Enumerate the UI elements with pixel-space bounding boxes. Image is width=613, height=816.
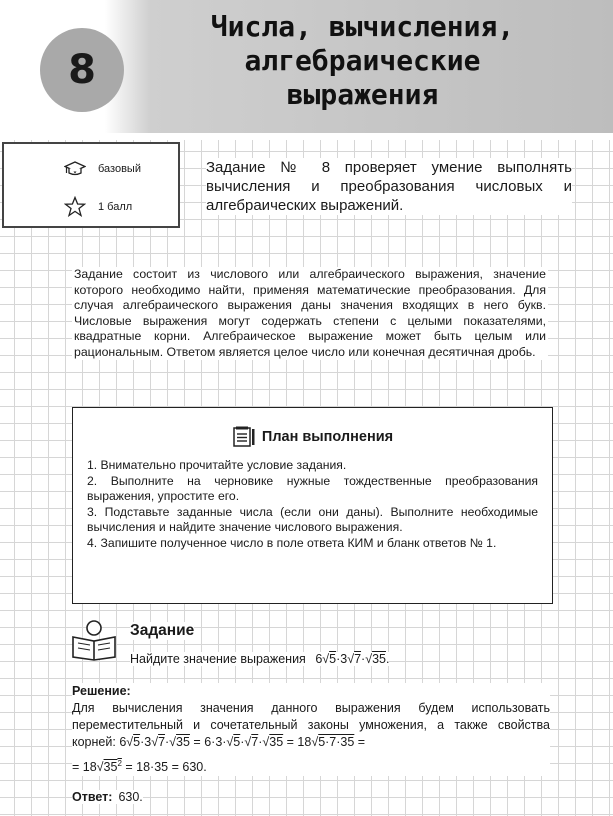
plan-title: План выполнения bbox=[261, 429, 394, 445]
reading-person-icon bbox=[70, 619, 118, 661]
chapter-title-line: алгебраические bbox=[244, 44, 481, 77]
task-title: Задание bbox=[130, 622, 195, 639]
chapter-number-badge bbox=[40, 28, 124, 112]
level-box bbox=[2, 142, 180, 228]
solution-formula-2: = $18√35^2 = 18\cdot 35 = 630$. bbox=[72, 759, 207, 775]
chapter-title-line: выражения bbox=[286, 78, 439, 111]
chapter-title-line: Числа, вычисления, bbox=[210, 10, 515, 43]
plan-step: 1. Внимательно прочитайте условие задания. bbox=[87, 458, 347, 472]
task-expression: 6√5·3√7·√35. bbox=[315, 652, 390, 666]
plan-header bbox=[87, 426, 538, 448]
solution-formula-1: 6√5·3√7·√35 = 6·3·√5·√7·√35 = 18√5·7·35 = bbox=[119, 735, 366, 749]
difficulty-row bbox=[64, 160, 141, 178]
chapter-title bbox=[140, 10, 585, 112]
plan-step: 4. Запишите полученное число в поле ответа КИМ и бланк ответов № 1. bbox=[87, 535, 497, 550]
description-text: Задание состоит из числового или алгебраического выражения, значение которого необходимо найти, применяя математические преобразования. Для случая алгебраического выражения даны значения входящих в него букв. Числовые выражения могут содержать степени с целыми показателями, квадратные корни. Алгебраическое выражение может быть целым или рациональным. Ответом является целое число или конечная десятичная дробь. bbox=[74, 267, 546, 359]
points-row bbox=[64, 196, 132, 217]
graduation-cap-icon bbox=[64, 160, 86, 178]
points-label: 1 балл bbox=[98, 200, 133, 213]
intro-text: Задание № 8 проверяет умение выполнять вычисления и преобразования числовых и алгебраических выражений. bbox=[206, 159, 572, 214]
solution-label: Решение: bbox=[72, 684, 131, 698]
plan-box bbox=[72, 407, 553, 604]
solution-text bbox=[72, 700, 550, 751]
star-icon bbox=[64, 196, 86, 217]
solution-explanation: Для вычисления значения данного выражения будем использовать переместительный и сочетательный законы умножения, а также свойства корней: bbox=[72, 701, 550, 749]
header-divider bbox=[0, 133, 613, 140]
answer-label: Ответ: bbox=[72, 790, 113, 804]
plan-step: 3. Подставьте заданные числа (если они даны). Выполните необходимые вычисления и найдите значение числового выражения. bbox=[87, 504, 538, 534]
checklist-icon bbox=[232, 426, 256, 448]
plan-step: 2. Выполните на черновике нужные тождественные преобразования выражения, упростите его. bbox=[87, 473, 538, 503]
solution-block bbox=[72, 683, 550, 776]
task-text bbox=[130, 652, 389, 666]
difficulty-label: базовый bbox=[98, 163, 141, 175]
chapter-number: 8 bbox=[68, 47, 96, 93]
answer-line bbox=[72, 790, 143, 804]
answer-value: 630. bbox=[118, 790, 143, 804]
task-prompt: Найдите значение выражения bbox=[130, 652, 306, 666]
